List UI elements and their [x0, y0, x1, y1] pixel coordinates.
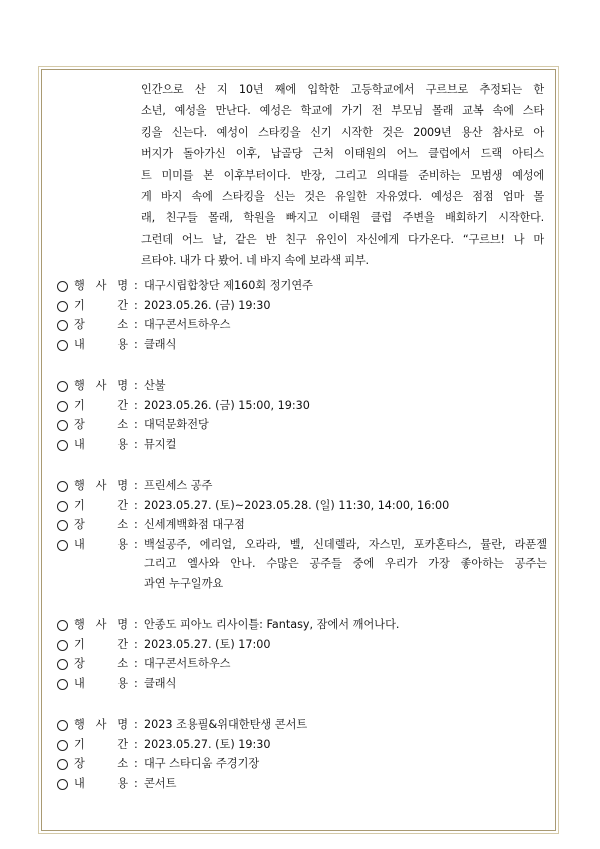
- event-date-row: [57, 496, 547, 516]
- event-content-value: 클래식: [144, 676, 177, 690]
- event-date-value: 2023.05.26. (금) 19:30: [144, 298, 271, 312]
- event-date-value: 2023.05.27. (토) 19:30: [144, 737, 271, 751]
- circle-bullet-icon: [57, 320, 68, 331]
- event-title-row: [57, 615, 547, 635]
- event-place-label: 장 소: [74, 757, 128, 770]
- circle-bullet-icon: [57, 520, 68, 531]
- event-date-row: [57, 635, 547, 655]
- event-block: [57, 276, 547, 354]
- circle-bullet-icon: [57, 659, 68, 670]
- event-date-value: 2023.05.26. (금) 15:00, 19:30: [144, 398, 310, 412]
- label-colon: :: [134, 379, 138, 392]
- event-place-label: 장 소: [74, 518, 128, 531]
- event-content-row: [57, 435, 547, 455]
- event-title-label: 행 사 명: [74, 718, 128, 731]
- event-content-row: [57, 774, 547, 794]
- circle-bullet-icon: [57, 640, 68, 651]
- event-date-label: 기 간: [74, 637, 128, 651]
- event-place-row: [57, 315, 547, 335]
- label-colon: :: [134, 657, 138, 670]
- circle-bullet-icon: [57, 381, 68, 392]
- event-title-row: [57, 276, 547, 296]
- event-place-row: [57, 515, 547, 535]
- event-block: [57, 615, 547, 693]
- event-content-row: [57, 535, 547, 594]
- event-date-row: [57, 396, 547, 416]
- event-title-value: 2023 조용필&위대한탄생 콘서트: [144, 718, 308, 731]
- circle-bullet-icon: [57, 420, 68, 431]
- intro-line: 인간으로 산 지 10년 째에 입학한 고등학교에서 구르브로 추정되는 한: [141, 83, 544, 96]
- label-colon: :: [134, 737, 138, 751]
- label-colon: :: [134, 437, 138, 451]
- label-colon: :: [134, 479, 138, 492]
- event-title-row: [57, 476, 547, 496]
- intro-line: 킹을 신는다. 예성이 스타킹을 신기 시작한 것은 2009년 용산 참사로 아: [141, 125, 544, 139]
- event-place-label: 장 소: [74, 318, 128, 331]
- intro-line: 트 미미를 본 이후부터이다. 반장, 그리고 의대를 준비하는 모범생 예성에: [141, 168, 544, 182]
- event-date-label: 기 간: [74, 737, 128, 751]
- label-colon: :: [134, 279, 138, 292]
- event-content-value: 뮤지컬: [144, 437, 177, 451]
- label-colon: :: [134, 676, 138, 690]
- event-content-label: 내 용: [74, 776, 128, 790]
- circle-bullet-icon: [57, 401, 68, 412]
- circle-bullet-icon: [57, 620, 68, 631]
- label-colon: :: [134, 637, 138, 651]
- event-title-label: 행 사 명: [74, 479, 128, 492]
- circle-bullet-icon: [57, 540, 68, 551]
- label-colon: :: [134, 318, 138, 331]
- event-place-label: 장 소: [74, 657, 128, 670]
- circle-bullet-icon: [57, 481, 68, 492]
- label-colon: :: [134, 418, 138, 431]
- intro-line: 게 바지 속에 스타킹을 신는 것은 유일한 자유였다. 예성은 점점 엄마 몰: [141, 189, 544, 203]
- event-date-label: 기 간: [74, 298, 128, 312]
- circle-bullet-icon: [57, 301, 68, 312]
- circle-bullet-icon: [57, 340, 68, 351]
- label-colon: :: [134, 776, 138, 790]
- event-block: [57, 376, 547, 454]
- event-content-value: 클래식: [144, 337, 177, 351]
- intro-line: 래, 친구들 몰래, 학원을 빠지고 이태원 클럽 주변을 배회하기 시작한다.: [141, 211, 544, 225]
- label-colon: :: [134, 718, 138, 731]
- label-colon: :: [134, 298, 138, 312]
- event-list: [57, 276, 547, 815]
- label-colon: :: [134, 337, 138, 351]
- event-content-line: 백설공주, 에리얼, 오라라, 벨, 신데렐라, 자스민, 포카혼타스, 뮬란, 라푼젤: [144, 537, 547, 551]
- event-content-value: 콘서트: [144, 776, 177, 790]
- event-title-label: 행 사 명: [74, 279, 128, 292]
- circle-bullet-icon: [57, 440, 68, 451]
- event-block: [57, 476, 547, 593]
- event-content-row: [57, 335, 547, 355]
- label-colon: :: [134, 757, 138, 770]
- intro-line: 그런데 어느 날, 같은 반 친구 유인이 자신에게 다가온다. “구르브! 나 마: [141, 232, 544, 246]
- event-content-label: 내 용: [74, 537, 128, 551]
- event-title-row: [57, 376, 547, 396]
- circle-bullet-icon: [57, 501, 68, 512]
- event-date-value: 2023.05.27. (토) 17:00: [144, 637, 271, 651]
- event-place-label: 장 소: [74, 418, 128, 431]
- label-colon: :: [134, 518, 138, 531]
- event-content-value: [144, 535, 547, 594]
- event-content-label: 내 용: [74, 676, 128, 690]
- event-title-label: 행 사 명: [74, 618, 128, 631]
- label-colon: :: [134, 398, 138, 412]
- event-place-value: 대구 스타디움 주경기장: [144, 757, 260, 770]
- circle-bullet-icon: [57, 281, 68, 292]
- intro-line: 르타야. 내가 다 봤어. 네 바지 속에 보라색 피부.: [141, 254, 369, 268]
- intro-line: 버지가 돌아가신 이후, 납골당 근처 이태원의 어느 클럽에서 드랙 아티스: [141, 147, 544, 161]
- intro-paragraph: [141, 79, 544, 272]
- event-title-value: 안종도 피아노 리사이틀: Fantasy, 잠에서 깨어나다.: [144, 618, 400, 631]
- event-date-value: 2023.05.27. (토)~2023.05.28. (일) 11:30, 14:00, 16:00: [144, 498, 450, 512]
- event-place-value: 대구콘서트하우스: [144, 318, 231, 331]
- circle-bullet-icon: [57, 720, 68, 731]
- event-content-line: 그리고 엘사와 안나. 수많은 공주들 중에 우리가 가장 좋아하는 공주는: [144, 557, 547, 570]
- event-place-row: [57, 654, 547, 674]
- event-place-row: [57, 415, 547, 435]
- intro-line: 소년, 예성을 만난다. 예성은 학교에 가기 전 부모님 몰래 교복 속에 스타: [141, 104, 544, 118]
- event-content-label: 내 용: [74, 437, 128, 451]
- circle-bullet-icon: [57, 759, 68, 770]
- circle-bullet-icon: [57, 679, 68, 690]
- event-date-row: [57, 296, 547, 316]
- event-place-value: 대덕문화전당: [144, 418, 209, 431]
- label-colon: :: [134, 537, 138, 551]
- event-content-label: 내 용: [74, 337, 128, 351]
- event-block: [57, 715, 547, 793]
- event-title-value: 프린세스 공주: [144, 479, 213, 492]
- event-title-value: 대구시립합창단 제160회 정기연주: [144, 279, 313, 292]
- event-date-label: 기 간: [74, 498, 128, 512]
- label-colon: :: [134, 498, 138, 512]
- circle-bullet-icon: [57, 779, 68, 790]
- event-place-value: 신세계백화점 대구점: [144, 518, 245, 531]
- event-place-row: [57, 754, 547, 774]
- circle-bullet-icon: [57, 740, 68, 751]
- event-date-label: 기 간: [74, 398, 128, 412]
- event-date-row: [57, 735, 547, 755]
- event-content-row: [57, 674, 547, 694]
- label-colon: :: [134, 618, 138, 631]
- event-title-value: 산불: [144, 379, 166, 392]
- event-place-value: 대구콘서트하우스: [144, 657, 231, 670]
- event-content-line: 과연 누구일까요: [144, 576, 224, 590]
- event-title-label: 행 사 명: [74, 379, 128, 392]
- event-title-row: [57, 715, 547, 735]
